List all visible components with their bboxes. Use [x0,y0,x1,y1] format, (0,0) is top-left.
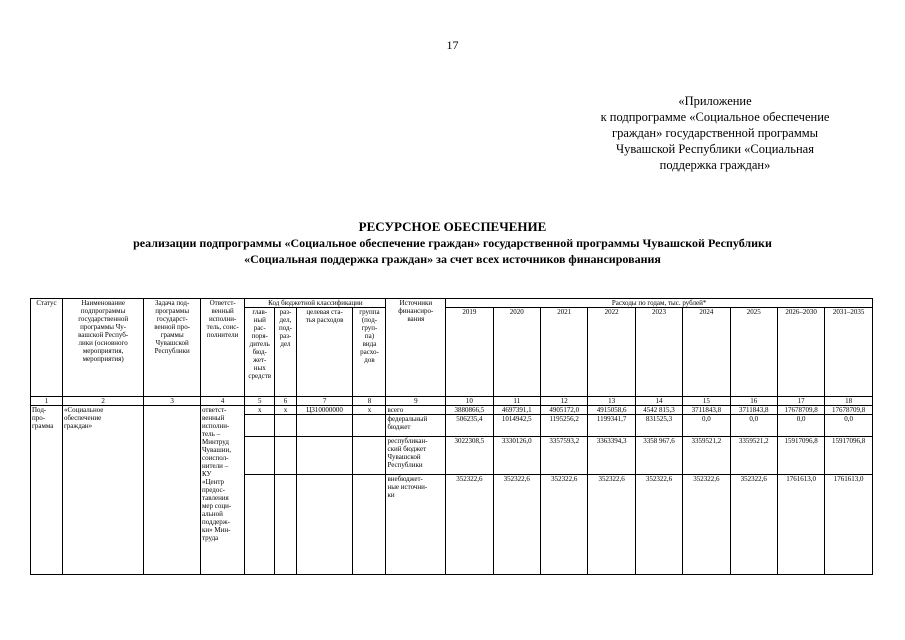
source-value: 352322,6 [588,475,635,575]
source-value: 1014942,5 [493,415,540,437]
header-expense-group: группа (под- груп- па) вида расхо- дов [353,308,386,397]
appendix-note [580,93,850,173]
source-value: 4542 815,3 [635,406,682,415]
header-year: 2026–2030 [777,308,824,397]
source-value: 831525,3 [635,415,682,437]
column-number-row [31,397,873,406]
source-value: 352322,6 [730,475,777,575]
header-status: Статус [31,299,63,397]
appendix-line: граждан» государственной программы [611,126,819,140]
empty-cell [275,437,297,475]
source-value: 3357593,2 [541,437,588,475]
source-value: 4915058,6 [588,406,635,415]
source-value: 0,0 [777,415,824,437]
column-number: 5 [245,397,275,406]
resource-table [30,298,873,575]
header-budget-code-group: Код бюджетной классификации [245,299,386,308]
column-number: 15 [683,397,730,406]
row-name: «Социальное обеспечение граждан» [62,406,143,575]
empty-cell [296,415,353,437]
source-label: всего [386,406,446,415]
header-target-item: целевая ста- тья расходов [296,308,353,397]
source-value: 15917096,8 [825,437,873,475]
source-value: 1195256,2 [541,415,588,437]
appendix-line: поддержка граждан» [659,158,771,172]
source-value: 0,0 [683,415,730,437]
table-row [31,406,873,415]
column-number: 7 [296,397,353,406]
column-number: 9 [386,397,446,406]
source-value: 0,0 [825,415,873,437]
subtitle-line: реализации подпрограммы «Социальное обеспечение граждан» государственной программы Чувашской Республики [133,236,772,250]
header-task: Задача под- программы государст- венной про- граммы Чувашской Республики [144,299,201,397]
source-value: 15917096,8 [777,437,824,475]
source-value: 4697391,1 [493,406,540,415]
row-status: Под- про- грамма [31,406,63,575]
source-value: 3022308,5 [446,437,493,475]
column-number: 11 [493,397,540,406]
source-label: федеральный бюджет [386,415,446,437]
header-year: 2019 [446,308,493,397]
document-title: РЕСУРСНОЕ ОБЕСПЕЧЕНИЕ [358,219,547,234]
header-expenses-group: Расходы по годам, тыс. рублей* [446,299,873,308]
column-number: 12 [541,397,588,406]
header-year: 2025 [730,308,777,397]
header-section: раз- дел, под- раз- дел [275,308,297,397]
source-value: 352322,6 [493,475,540,575]
header-year: 2021 [541,308,588,397]
source-value: 3358 967,6 [635,437,682,475]
column-number: 18 [825,397,873,406]
column-number: 17 [777,397,824,406]
source-value: 17678709,8 [825,406,873,415]
row-task [144,406,201,575]
empty-cell [353,415,386,437]
header-executor: Ответст- венный исполни- тель, соис- полнители [201,299,245,397]
source-value: 3330126,0 [493,437,540,475]
source-value: 17678709,8 [777,406,824,415]
empty-cell [275,415,297,437]
source-value: 3711843,8 [730,406,777,415]
source-value: 0,0 [730,415,777,437]
row-expense-group: х [353,406,386,415]
source-value: 352322,6 [683,475,730,575]
empty-cell [296,475,353,575]
column-number: 13 [588,397,635,406]
subtitle-line: «Социальная поддержка граждан» за счет всех источников финансирования [244,252,661,266]
header-year: 2022 [588,308,635,397]
column-number: 14 [635,397,682,406]
header-year: 2023 [635,308,682,397]
source-value: 3880866,5 [446,406,493,415]
empty-cell [353,475,386,575]
column-number: 10 [446,397,493,406]
source-value: 352322,6 [541,475,588,575]
column-number: 8 [353,397,386,406]
header-year: 2024 [683,308,730,397]
source-value: 3711843,8 [683,406,730,415]
source-value: 3363394,3 [588,437,635,475]
source-value: 3359521,2 [683,437,730,475]
column-number: 1 [31,397,63,406]
header-name: Наименование подпрограммы государственной программы Чу- вашской Респуб- лики (основного мероприятия, мероприятия) [62,299,143,397]
header-chief-manager: глав- ный рас- поря- дитель бюд- жет- ных средств [245,308,275,397]
row-section: х [275,406,297,415]
empty-cell [245,475,275,575]
source-label: внебюджет- ные источни- ки [386,475,446,575]
source-value: 506235,4 [446,415,493,437]
column-number: 6 [275,397,297,406]
empty-cell [296,437,353,475]
source-value: 4905172,0 [541,406,588,415]
source-value: 1761613,0 [777,475,824,575]
source-label: республикан- ский бюджет Чувашской Республики [386,437,446,475]
empty-cell [245,437,275,475]
page-number: 17 [446,38,459,52]
header-year: 2031–2035 [825,308,873,397]
appendix-line: «Приложение [678,94,752,108]
source-value: 1761613,0 [825,475,873,575]
row-chief-manager: х [245,406,275,415]
empty-cell [275,475,297,575]
row-executor: ответст- венный исполни- тель – Минтруд Чувашии, соиспол- нители – КУ «Центр предос- тавления мер соци- альной поддерж- ки» Мин- труда [201,406,245,575]
appendix-line: к подпрограмме «Социальное обеспечение [600,110,830,124]
source-value: 3359521,2 [730,437,777,475]
source-value: 352322,6 [446,475,493,575]
empty-cell [353,437,386,475]
source-value: 352322,6 [635,475,682,575]
column-number: 2 [62,397,143,406]
document-subtitle [0,235,905,267]
header-sources: Источники финансиро- вания [386,299,446,397]
column-number: 4 [201,397,245,406]
column-number: 3 [144,397,201,406]
row-target-item: Ц310000000 [296,406,353,415]
empty-cell [245,415,275,437]
source-value: 1199341,7 [588,415,635,437]
header-year: 2020 [493,308,540,397]
appendix-line: Чувашской Республики «Социальная [616,142,814,156]
column-number: 16 [730,397,777,406]
